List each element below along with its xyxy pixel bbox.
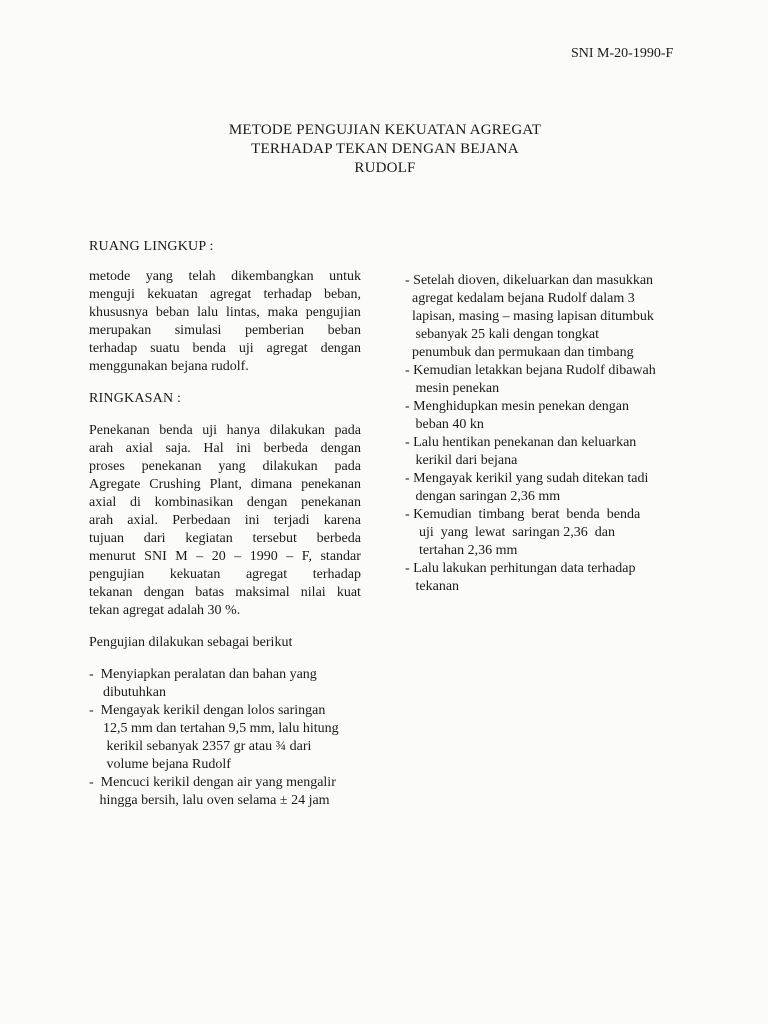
ruang-lingkup-line: terhadap suatu benda uji agregat dengan bbox=[89, 341, 361, 356]
pengujian-line: - Mencuci kerikil dengan air yang mengalir bbox=[89, 775, 336, 790]
right-step-line: mesin penekan bbox=[405, 381, 500, 396]
right-step-line: uji yang lewat saringan 2,36 dan bbox=[405, 525, 615, 540]
right-steps bbox=[405, 272, 685, 596]
document-title bbox=[90, 121, 680, 178]
ringkasan-heading: RINGKASAN : bbox=[89, 391, 182, 406]
ringkasan-line: arah axial. Perbedaan ini terjadi karena bbox=[89, 513, 361, 528]
ringkasan-line: Agregate Crushing Plant, dimana penekanan bbox=[89, 477, 361, 492]
right-step-line: lapisan, masing – masing lapisan ditumbuk bbox=[405, 309, 654, 324]
ringkasan-line: Penekanan benda uji hanya dilakukan pada bbox=[89, 423, 361, 438]
right-step-line: - Setelah dioven, dikeluarkan dan masukkan bbox=[405, 273, 654, 288]
ruang-lingkup-line: merupakan simulasi pemberian beban bbox=[89, 323, 361, 338]
ringkasan-line: proses penekanan yang dilakukan pada bbox=[89, 459, 361, 474]
right-step-line: - Mengayak kerikil yang sudah ditekan tadi bbox=[405, 471, 649, 486]
right-step-line: tertahan 2,36 mm bbox=[405, 543, 518, 558]
right-step-line: beban 40 kn bbox=[405, 417, 484, 432]
title-line-2: TERHADAP TEKAN DENGAN BEJANA bbox=[251, 141, 519, 157]
ringkasan-line: menurut SNI M – 20 – 1990 – F, standar bbox=[89, 549, 361, 564]
right-column bbox=[405, 272, 685, 596]
pengujian-line: kerikil sebanyak 2357 gr atau ¾ dari bbox=[89, 739, 312, 754]
right-step-line: agregat kedalam bejana Rudolf dalam 3 bbox=[405, 291, 635, 306]
ringkasan-line: tekanan dengan batas maksimal nilai kuat bbox=[89, 585, 361, 600]
ringkasan-text bbox=[89, 422, 361, 620]
pengujian-intro: Pengujian dilakukan sebagai berikut bbox=[89, 635, 293, 650]
document-code: SNI M-20-1990-F bbox=[571, 46, 674, 61]
ringkasan-line: tekan agregat adalah 30 %. bbox=[89, 603, 241, 618]
pengujian-line: 12,5 mm dan tertahan 9,5 mm, lalu hitung bbox=[89, 721, 339, 736]
pengujian-line: dibutuhkan bbox=[89, 685, 166, 700]
ringkasan-line: axial di kombinasikan dengan penekanan bbox=[89, 495, 361, 510]
ruang-lingkup-line: khususnya beban lalu lintas, maka pengujian bbox=[89, 305, 361, 320]
right-step-line: tekanan bbox=[405, 579, 460, 594]
right-step-line: - Kemudian timbang berat benda benda bbox=[405, 507, 641, 522]
right-step-line: - Kemudian letakkan bejana Rudolf dibawah bbox=[405, 363, 656, 378]
ruang-lingkup-heading: RUANG LINGKUP : bbox=[89, 239, 214, 254]
ringkasan-line: tujuan dari kegiatan tersebut berbeda bbox=[89, 531, 361, 546]
pengujian-line: - Menyiapkan peralatan dan bahan yang bbox=[89, 667, 317, 682]
ruang-lingkup-line: menguji kekuatan agregat terhadap beban, bbox=[89, 287, 361, 302]
left-column bbox=[89, 238, 361, 810]
ruang-lingkup-line: menggunakan bejana rudolf. bbox=[89, 359, 249, 374]
right-step-line: - Lalu lakukan perhitungan data terhadap bbox=[405, 561, 636, 576]
title-line-3: RUDOLF bbox=[354, 160, 416, 176]
pengujian-steps bbox=[89, 666, 361, 810]
right-step-line: kerikil dari bejana bbox=[405, 453, 518, 468]
ringkasan-line: arah axial saja. Hal ini berbeda dengan bbox=[89, 441, 361, 456]
ruang-lingkup-text bbox=[89, 268, 361, 376]
right-step-line: - Lalu hentikan penekanan dan keluarkan bbox=[405, 435, 637, 450]
pengujian-line: hingga bersih, lalu oven selama ± 24 jam bbox=[89, 793, 330, 808]
title-line-1: METODE PENGUJIAN KEKUATAN AGREGAT bbox=[228, 122, 542, 138]
pengujian-line: - Mengayak kerikil dengan lolos saringan bbox=[89, 703, 326, 718]
right-step-line: dengan saringan 2,36 mm bbox=[405, 489, 561, 504]
ruang-lingkup-line: metode yang telah dikembangkan untuk bbox=[89, 269, 361, 284]
right-step-line: - Menghidupkan mesin penekan dengan bbox=[405, 399, 629, 414]
pengujian-line: volume bejana Rudolf bbox=[89, 757, 231, 772]
right-step-line: penumbuk dan permukaan dan timbang bbox=[405, 345, 634, 360]
ringkasan-line: pengujian kekuatan agregat terhadap bbox=[89, 567, 361, 582]
right-step-line: sebanyak 25 kali dengan tongkat bbox=[405, 327, 600, 342]
